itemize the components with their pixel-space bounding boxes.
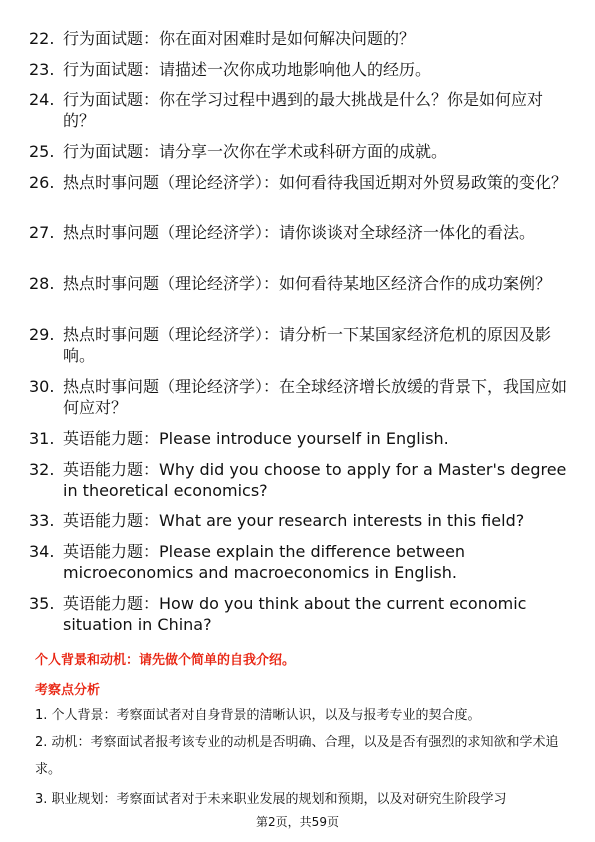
page-footer: 第2页，共59页 xyxy=(256,815,339,829)
question-text: 行为面试题：你在面对困难时是如何解决问题的？ xyxy=(63,29,416,48)
question-item xyxy=(29,141,569,162)
question-text: 行为面试题：请分享一次你在学术或科研方面的成就。 xyxy=(63,142,448,161)
question-item xyxy=(29,28,569,49)
question-number: 24. xyxy=(29,90,55,109)
question-number: 29. xyxy=(29,325,55,344)
question-number: 32. xyxy=(29,460,55,479)
question-text: 英语能力题：What are your research interests in this field? xyxy=(63,511,525,530)
analysis-point: 2. 动机：考察面试者报考该专业的动机是否明确、合理，以及是否有强烈的求知欲和学术追求。 xyxy=(35,735,559,777)
analysis-point: 1. 个人背景：考察面试者对自身背景的清晰认识，以及与报考专业的契合度。 xyxy=(35,708,481,723)
question-text: 行为面试题：你在学习过程中遇到的最大挑战是什么？你是如何应对的？ xyxy=(63,90,544,130)
question-item xyxy=(29,59,569,80)
question-item xyxy=(29,459,569,501)
question-item xyxy=(29,172,569,193)
question-text: 热点时事问题（理论经济学）：请分析一下某国家经济危机的原因及影响。 xyxy=(63,325,552,365)
question-text: 英语能力题：How do you think about the current economic situation in China? xyxy=(63,594,527,634)
question-item xyxy=(29,376,569,418)
question-item xyxy=(29,273,569,294)
question-item xyxy=(29,89,569,131)
question-item xyxy=(29,324,569,366)
question-item xyxy=(29,510,569,531)
question-number: 27. xyxy=(29,223,55,242)
question-number: 28. xyxy=(29,274,55,293)
question-text: 热点时事问题（理论经济学）：在全球经济增长放缓的背景下，我国应如何应对？ xyxy=(63,377,568,417)
question-number: 25. xyxy=(29,142,55,161)
question-item xyxy=(29,593,569,635)
question-text: 英语能力题：Why did you choose to apply for a Master's degree in theoretical economics? xyxy=(63,460,567,500)
question-number: 35. xyxy=(29,594,55,613)
question-number: 22. xyxy=(29,29,55,48)
question-number: 33. xyxy=(29,511,55,530)
question-text: 行为面试题：请描述一次你成功地影响他人的经历。 xyxy=(63,60,432,79)
question-text: 英语能力题：Please explain the difference between microeconomics and macroeconomics in English. xyxy=(63,542,466,582)
question-text: 热点时事问题（理论经济学）：请你谈谈对全球经济一体化的看法。 xyxy=(63,223,536,242)
question-number: 34. xyxy=(29,542,55,561)
question-text: 热点时事问题（理论经济学）：如何看待某地区经济合作的成功案例？ xyxy=(63,274,552,293)
question-item xyxy=(29,222,569,243)
question-item xyxy=(29,541,569,583)
analysis-heading: 考察点分析 xyxy=(35,683,101,698)
question-item xyxy=(29,428,569,449)
question-text: 英语能力题：Please introduce yourself in English. xyxy=(63,429,449,448)
analysis-point: 3. 职业规划：考察面试者对于未来职业发展的规划和预期，以及对研究生阶段学习 xyxy=(35,792,507,807)
section-heading: 个人背景和动机：请先做个简单的自我介绍。 xyxy=(35,653,296,668)
question-number: 23. xyxy=(29,60,55,79)
question-number: 30. xyxy=(29,377,55,396)
question-number: 26. xyxy=(29,173,55,192)
question-text: 热点时事问题（理论经济学）：如何看待我国近期对外贸易政策的变化？ xyxy=(63,173,568,192)
question-number: 31. xyxy=(29,429,55,448)
